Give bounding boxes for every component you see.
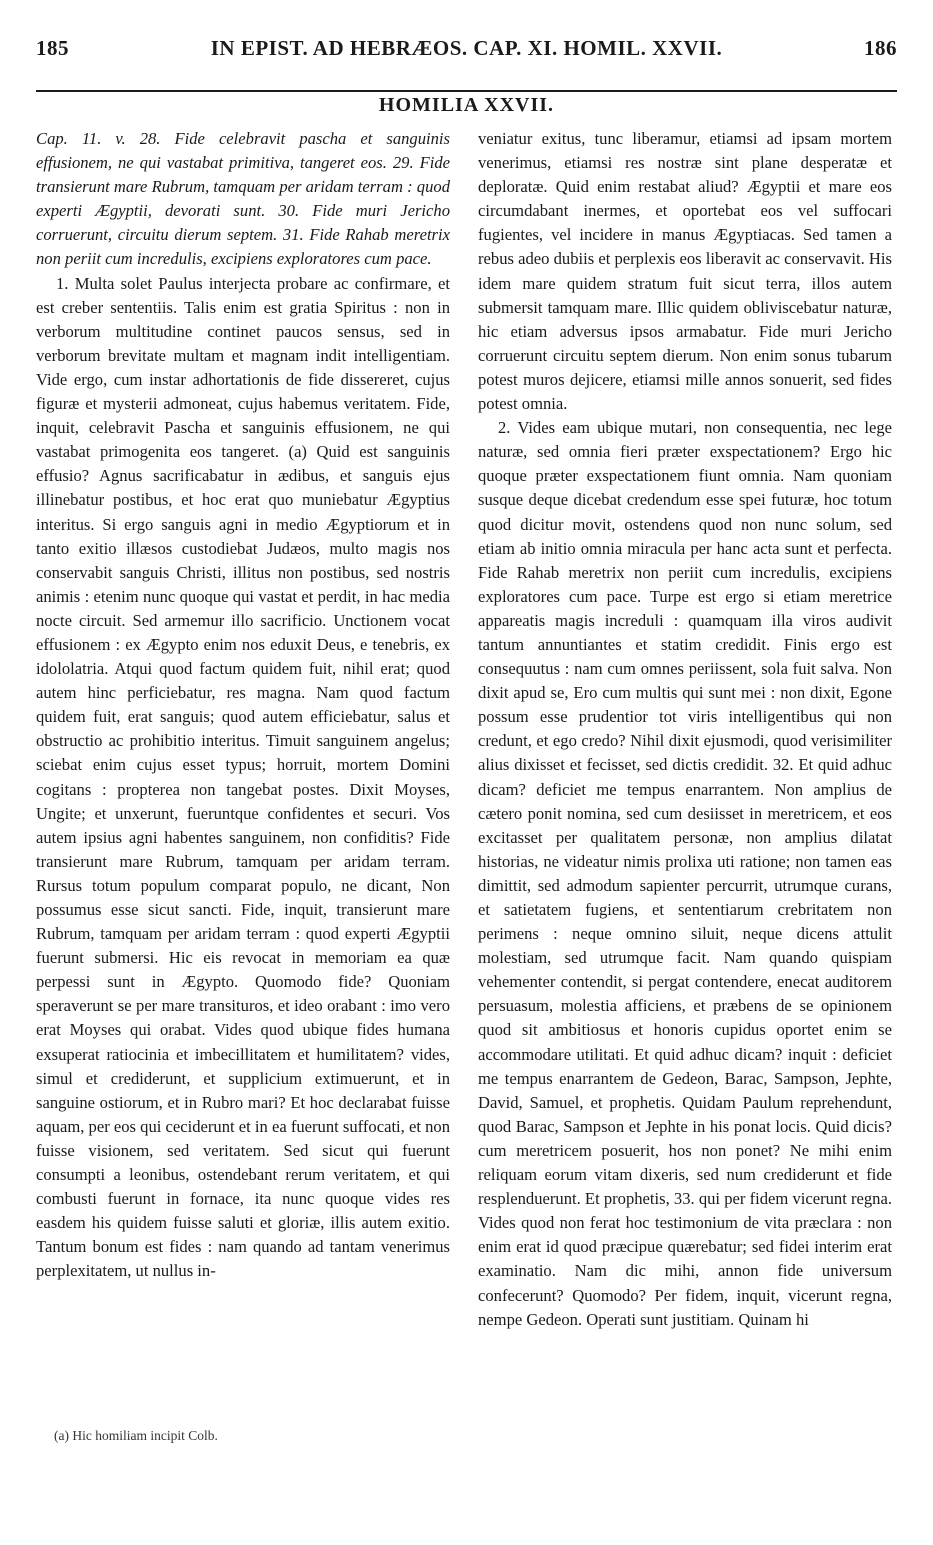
footnote: (a) Hic homiliam incipit Colb. (54, 1428, 218, 1443)
homily-title: HOMILIA XXVII. (378, 94, 555, 116)
left-page-number: 185 (36, 36, 69, 60)
header-rule (36, 90, 897, 92)
left-column (36, 127, 450, 1284)
right-page-number: 186 (864, 36, 897, 60)
running-title: IN EPIST. AD HEBRÆOS. CAP. XI. HOMIL. XXVII. (210, 36, 723, 60)
right-column-text: veniatur exitus, tunc liberamur, etiamsi ad ipsam mortem venerimus, etiamsi res nostræ sint plane desperatæ et deploratæ. Quid enim restabat aliud? Ægyptii et mare eos circumdabant inermes, et oportebat eos vel suffocari fugientes, vel incidere in manus Ægyptiacas. Sed tamen a rebus adeo dubiis et perplexis eos liberavit ac conservavit. His idem mare quidem stratum fuit sicut terra, illos autem submersit tamquam mare. Illic quidem obliviscebatur naturæ, hic etiam adversus ipsos armabatur. Fide muri Jericho corruerunt circuitu septem dierum. Non enim sonus tubarum potest muros dejicere, etiamsi mille annos sonuerit, sed fides potest omnia. (478, 129, 892, 414)
right-column (478, 127, 892, 1332)
running-header (36, 30, 897, 64)
right-column-text-2: 2. Vides eam ubique mutari, non consequentia, nec lege naturæ, sed omnia fieri præter exspectationem? Ergo hic quoque præter exspectationem fiunt omnia. Nam quoniam susque deque dicebat credendum esse spei futuræ, hoc totum quod dicitur movit, ostendens quod non nunc solum, sed etiam ab initio omnia miracula per hanc acta sunt et perfecta. Fide Rahab meretrix non periit cum incredulis, excipiens exploratores cum pace. Turpe est ergo si etiam meretrice appareatis magis increduli : quamquam illa viros audivit tantum annuntiantes et statim credidit. Finis ergo est consequutus : nam cum omnes periissent, sola fuit salva. Non dixit apud se, Ero cum multis qui sunt mei : non dixit, Egone possum esse prudentior tot viris intelligentibus qui non credunt, et ego credo? Nihil dixit ejusmodi, quod verisimiliter alius dixisset et fecisset, sed dictis credidit. 32. Et quid adhuc dicam? deficiet me tempus enarrantem. Non amplius de cætero ponit nomina, sed cum desiisset in meretricem, et eos excitasset per qualitatem personæ, non amplius dilatat historias, ne videatur nimis prolixa uti ratione; non tamen eas dimittit, sed admodum sapienter percurrit, utrumque curans, et satietatem fugiens, et sententiarum crebritatem non perimens : neque omnino siluit, neque dicens attulit molestiam, sed utrumque facit. Nam quando quispiam vehementer contendit, si pergat contendere, enecat auditorem persuasum, molestia afficiens, et præbens de se opinionem quod sit ambitiosus et honoris cupidus oportet enim se accommodare utilitati. Et quid adhuc dicam? inquit : deficiet me tempus enarrantem de Gedeon, Barac, Sampson, Jephte, David, Samuel, et prophetis. Quidam Paulum reprehendunt, quod Barac, Sampson et Jephte in his ponat locis. Quid dicis? cum meretricem posuerit, hos non ponet? Ne mihi enim reliquam eorum vitam dixeris, sed num crediderunt et fide resplenduerunt. Et prophetis, 33. qui per fidem vicerunt regna. Vides quod non ferat hoc testimonium de vita præclara : non enim erat id quod præcipue quærebatur; sed fidei interim erat examinatio. Nam dic mihi, annon fide universum confecerunt? Quomodo? Per fidem, inquit, vicerunt regna, nempe Gedeon. Operati sunt justitiam. Quinam hi (478, 418, 892, 1329)
chapter-summary: Cap. 11. v. 28. Fide celebravit pascha et sanguinis effusionem, ne qui vastabat primitiva, tangeret eos. 29. Fide transierunt mare Rubrum, tamquam per aridam terram : quod experti Ægyptii, devorati sunt. 30. Fide muri Jericho corruerunt, circuitu dierum septem. 31. Fide Rahab meretrix non periit cum incredulis, excipiens exploratores cum pace. (36, 129, 450, 269)
left-column-text: 1. Multa solet Paulus interjecta probare ac confirmare, et est creber sententiis. Talis enim est gratia Spiritus : non in verborum multitudine continet paucos sensus, sed in verborum brevitate multam et magnam indit intelligentiam. Vide ergo, cum instar adhortationis de fide dissereret, cujus figuræ et mysterii admoneat, cujus habemus veritatem. Fide, inquit, celebravit Pascha et sanguinis effusionem, ne qui vastabat primogenita eos tangeret. (a) Quid est sanguinis effusio? Agnus sacrificabatur in ædibus, et sanguis ejus illinebatur postibus, et hoc erat quo muniebatur Ægyptius interitus. Si ergo sanguis agni in medio Ægyptiorum et in tanto exitio illæsos custodiebat Judæos, multo magis nos conservabit sanguis Christi, illitus non postibus, sed nostris animis : etenim nunc quoque qui vastat et perdit, in hac media nocte circuit. Sed armemur illo sacrificio. Unctionem vocat effusionem : ex Ægypto enim nos eduxit Deus, e tenebris, ex idololatria. Atqui quod factum quidem fuit, nihil erat; quod autem hinc perficiebatur, res magna. Nam quod factum quidem fuit, erat sanguis; quod autem efficiebatur, salus et obstructio ac prohibitio interitus. Timuit sanguinem angelus; sciebat enim cujus esset typus; horruit, mortem Domini cogitans : propterea non tangebat postes. Dixit Moyses, Ungite; et unxerunt, fueruntque confidentes et securi. Vos autem ipsius agni habentes sanguinem, non confiditis? Fide transierunt mare Rubrum, tamquam per aridam terram. Rursus totum populum comparat populo, ne dicant, Non possumus esse sicut sancti. Fide, inquit, transierunt mare Rubrum, tamquam per aridam terram : quod experti Ægyptii fuerunt submersi. Hic eis revocat in memoriam ea quæ perpessi sunt in Ægypto. Quomodo fide? Quoniam speraverunt se per mare transituros, et ideo orabant : imo vero erat Moyses qui orabat. Vides quod ubique fides humana exsuperat ratiocinia et imbecillitatem et humilitatem? vides, simul et crediderunt, et supplicium extimuerunt, et in sanguine ostiorum, et in Rubro mari? Et hoc declarabat fuisse aquam, per eos qui ceciderunt et in ea fuerunt suffocati, et non fuisse visionem, sed veritatem. Sed sicut qui fuerunt consumpti a leonibus, ostendebant rerum veritatem, et qui combusti fuerunt in fornace, ita nunc quoque vides res easdem his quidem fuisse saluti et gloriæ, illis autem exitio. Tantum bonum est fides : nam quando ad tantam venerimus perplexitatem, ut nullus in- (36, 273, 450, 1281)
